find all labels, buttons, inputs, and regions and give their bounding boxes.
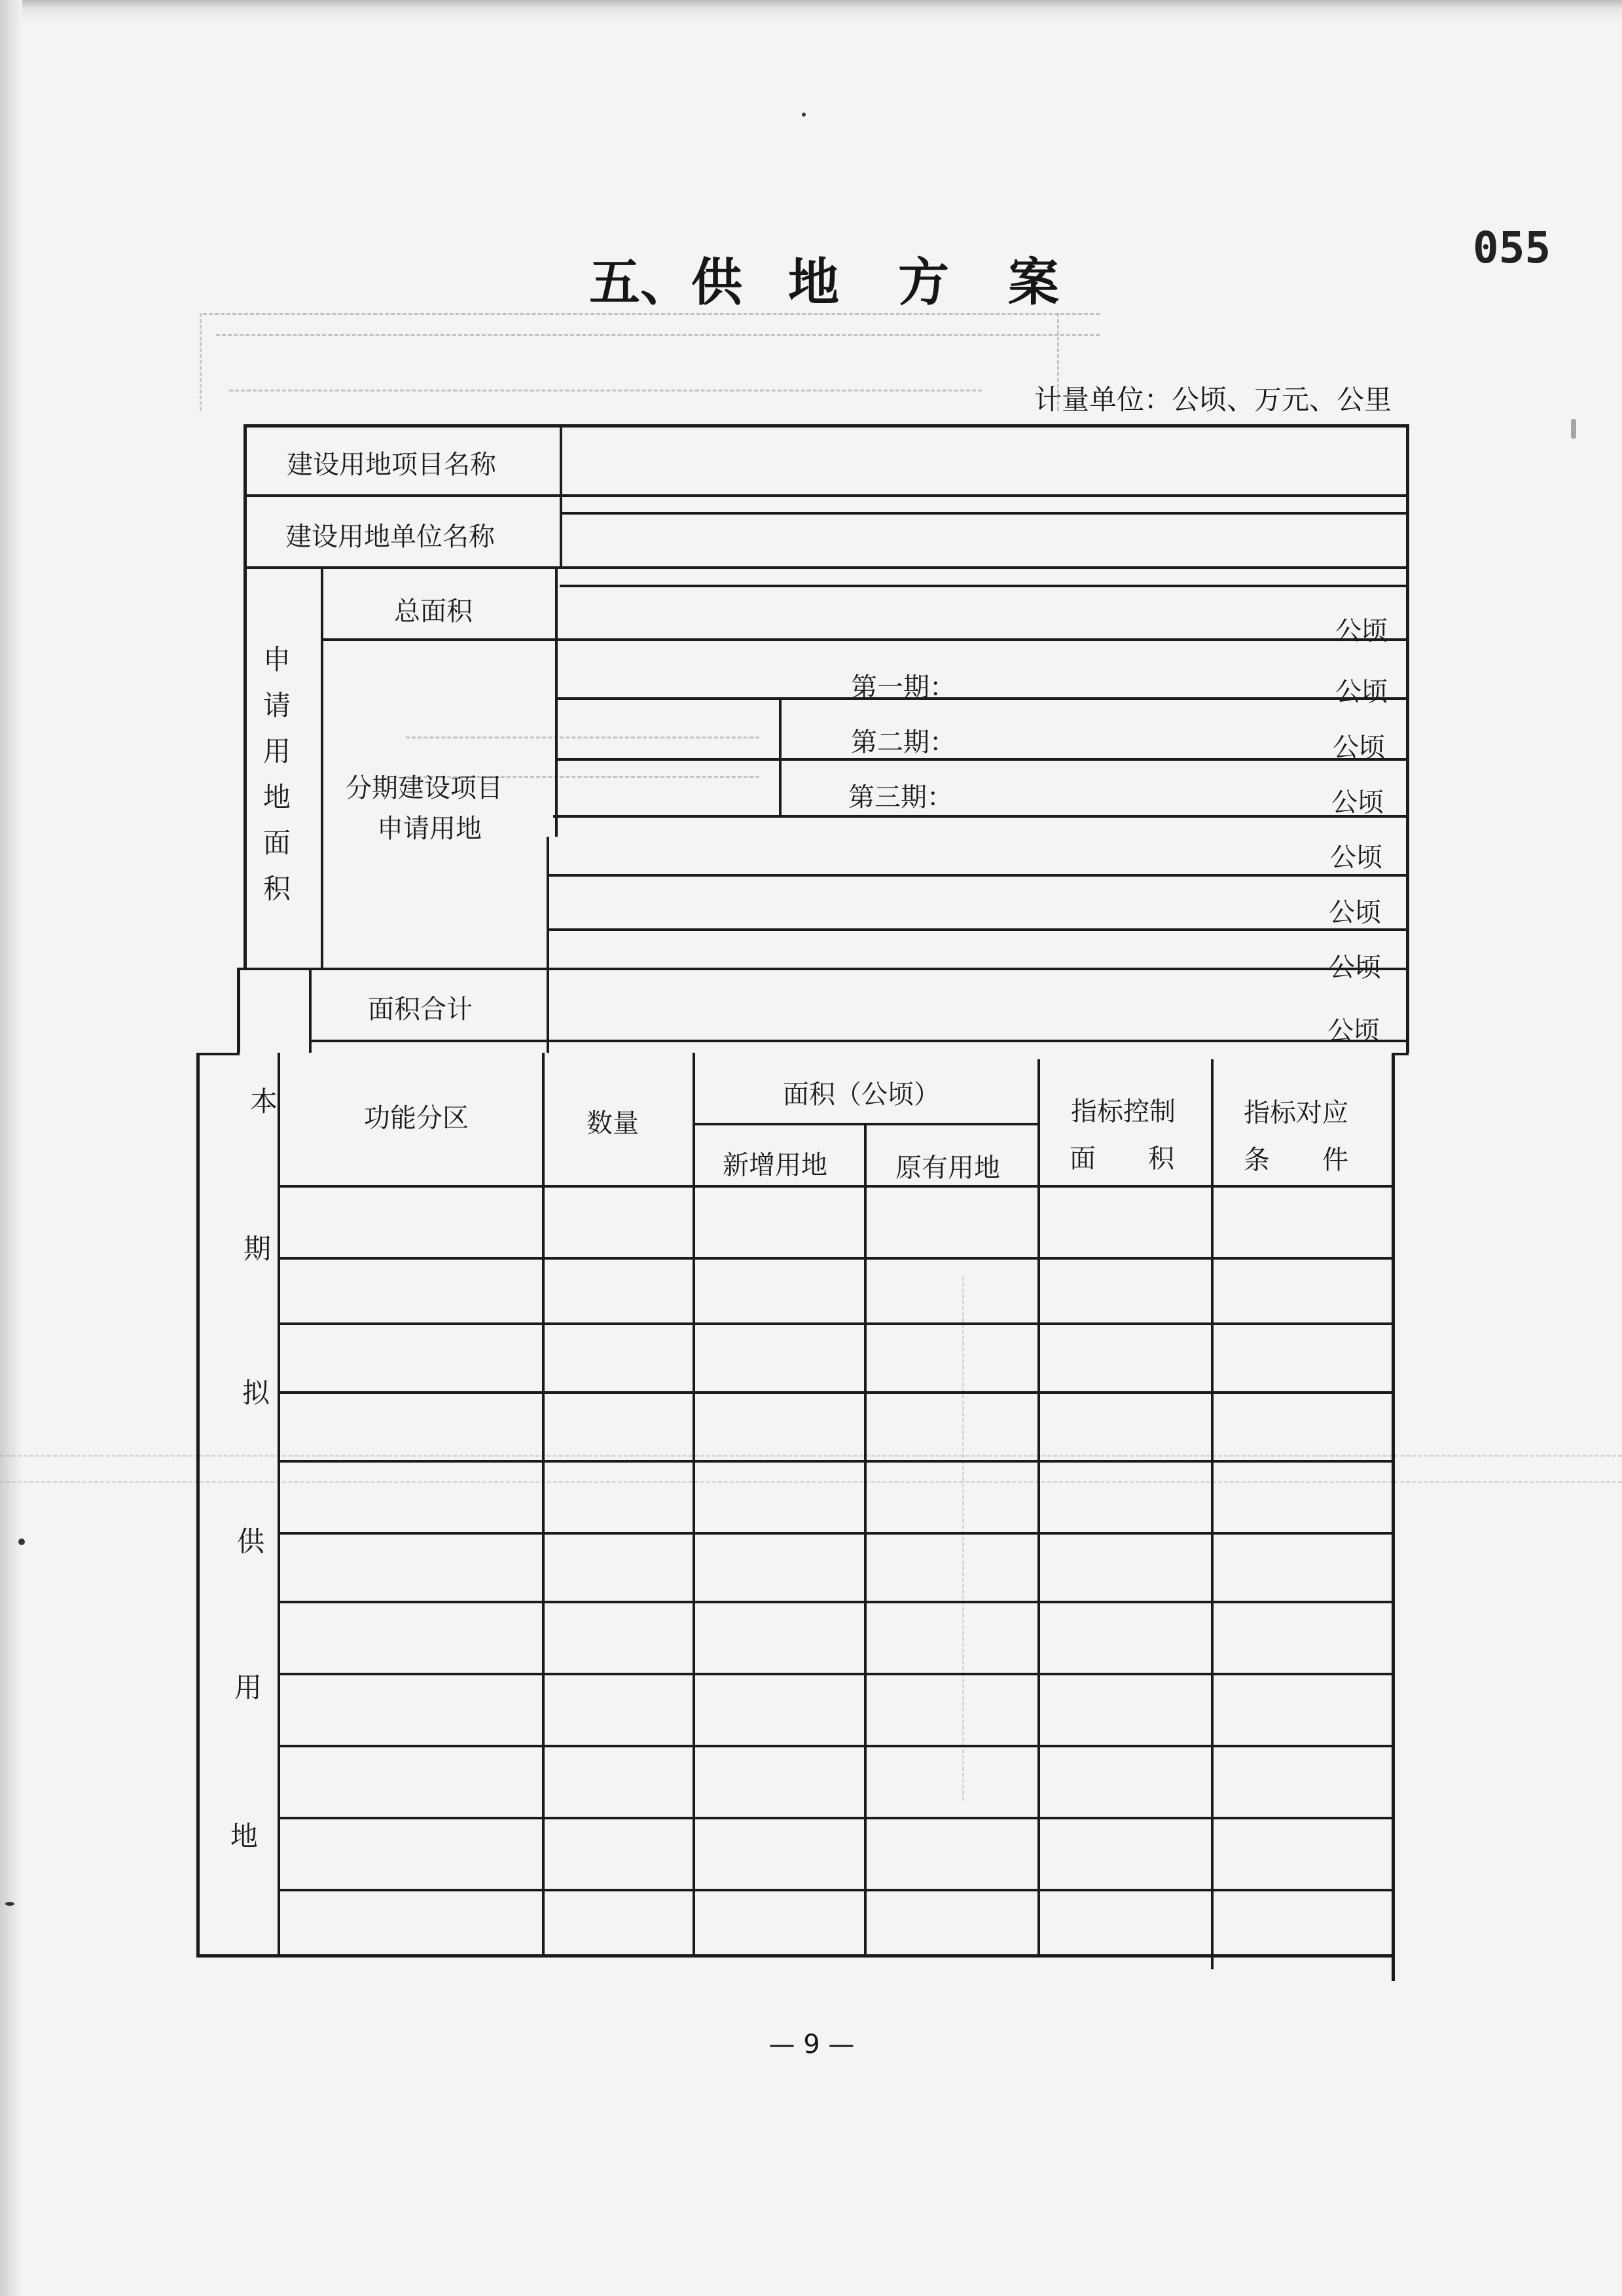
row-line xyxy=(560,585,1409,587)
table-border-right-upper xyxy=(1406,424,1409,1053)
supply-side-char: 拟 xyxy=(242,1377,270,1409)
supply-side-char: 期 xyxy=(243,1233,272,1265)
table-join xyxy=(1392,1053,1409,1055)
project-name-label: 建设用地项目名称 xyxy=(287,450,496,480)
divider-label-col xyxy=(547,837,549,1053)
col-divider xyxy=(278,1053,280,1956)
row-line xyxy=(278,1322,1392,1325)
table-border-left-mid xyxy=(237,968,240,1053)
row-line xyxy=(553,815,1406,818)
col-index-header-line2: 面 积 xyxy=(1070,1144,1174,1174)
col-quantity-header: 数量 xyxy=(586,1108,639,1139)
title-part-3: 方 xyxy=(898,253,950,312)
col-divider xyxy=(1037,1059,1040,1956)
title-part-4: 案 xyxy=(1008,253,1060,312)
phase-1-label: 第一期： xyxy=(851,672,956,702)
row-line xyxy=(278,1391,1392,1394)
col-cond-header-line1: 指标对应 xyxy=(1244,1098,1348,1128)
scan-speck xyxy=(18,1539,25,1545)
ghost-mark xyxy=(203,313,1100,315)
row-line xyxy=(278,1889,1392,1891)
scan-speck xyxy=(5,1902,14,1906)
table-border-left-upper xyxy=(243,424,247,968)
row-line xyxy=(693,1123,1037,1125)
row-line xyxy=(549,874,1406,877)
col-index-header-line1: 指标控制 xyxy=(1071,1097,1176,1127)
row-line xyxy=(549,928,1406,931)
row-line xyxy=(278,1817,1392,1819)
apply-area-char: 用 xyxy=(263,735,291,767)
page-number: — 9 — xyxy=(768,2030,855,2060)
apply-area-char: 面 xyxy=(263,827,291,859)
hectare-unit: 公顷 xyxy=(1335,677,1388,707)
col-divider xyxy=(864,1123,867,1956)
hectare-unit: 公顷 xyxy=(1333,733,1385,763)
hectare-unit: 公顷 xyxy=(1331,788,1384,818)
hectare-unit: 公顷 xyxy=(1329,953,1381,983)
table-border-left-lower xyxy=(196,1053,200,1956)
divider-side-col xyxy=(321,568,323,968)
row-line xyxy=(278,1673,1392,1675)
hectare-unit: 公顷 xyxy=(1327,1016,1380,1046)
hectare-unit: 公顷 xyxy=(1329,898,1381,928)
row-line xyxy=(321,638,1407,641)
col-area-header: 面积（公顷） xyxy=(783,1080,940,1110)
phase-2-label: 第二期： xyxy=(851,727,956,757)
ghost-mark xyxy=(229,390,982,392)
title-part-1: 五、供 xyxy=(589,253,743,312)
row-line xyxy=(278,1532,1392,1535)
ghost-mark xyxy=(1057,313,1059,411)
supply-side-char: 地 xyxy=(230,1820,259,1852)
col-function-header: 功能分区 xyxy=(364,1103,469,1133)
row-line xyxy=(555,697,1406,700)
scan-speck xyxy=(802,113,806,117)
supply-side-char: 供 xyxy=(237,1525,265,1558)
row-line xyxy=(243,494,1409,497)
ghost-mark xyxy=(200,313,202,411)
page-code: 055 xyxy=(1473,223,1551,273)
title-part-2: 地 xyxy=(788,253,840,312)
row-line xyxy=(309,1040,1406,1042)
ghost-mark xyxy=(0,1481,1622,1483)
unit-line: 计量单位：公顷、万元、公里 xyxy=(1034,384,1392,416)
supply-side-char: 本 xyxy=(250,1085,278,1118)
page-title xyxy=(589,242,1087,314)
table-border-top xyxy=(243,424,1409,428)
apply-area-char: 申 xyxy=(263,644,291,676)
scan-speck xyxy=(1571,419,1576,439)
ghost-mark xyxy=(0,1455,1622,1457)
apply-area-char: 地 xyxy=(263,781,291,813)
phased-label-line2: 申请用地 xyxy=(377,814,482,844)
unit-name-label: 建设用地单位名称 xyxy=(285,522,495,552)
phased-label-line1: 分期建设项目 xyxy=(346,773,503,803)
hectare-unit: 公顷 xyxy=(1335,616,1388,646)
table-join xyxy=(196,1053,240,1055)
row-line xyxy=(243,566,1409,569)
col-cond-header-line2: 条 件 xyxy=(1244,1145,1348,1175)
total-area-label: 总面积 xyxy=(394,596,473,627)
apply-area-char: 请 xyxy=(263,689,291,721)
hectare-unit: 公顷 xyxy=(1330,843,1382,873)
row-line xyxy=(555,758,1406,761)
scan-shadow-left xyxy=(0,0,22,2296)
apply-area-char: 积 xyxy=(263,873,291,905)
phase-divider xyxy=(779,697,782,815)
ghost-mark xyxy=(406,737,759,738)
row-line xyxy=(278,1185,1392,1188)
row-line xyxy=(278,1745,1392,1747)
ghost-mark xyxy=(216,334,1100,336)
col-divider xyxy=(693,1053,695,1956)
supply-side-char: 用 xyxy=(234,1671,262,1704)
table-border-bottom xyxy=(196,1954,1394,1958)
row-line xyxy=(278,1460,1392,1463)
row-line xyxy=(278,1601,1392,1603)
area-sum-label: 面积合计 xyxy=(368,994,473,1025)
col-old-land-header: 原有用地 xyxy=(895,1153,1000,1183)
col-divider xyxy=(542,1053,545,1956)
row-line xyxy=(278,1257,1392,1260)
col-divider xyxy=(1211,1059,1214,1969)
row-line xyxy=(237,968,1406,970)
divider-label-col xyxy=(555,568,558,837)
ghost-mark xyxy=(962,1277,964,1800)
row-line xyxy=(560,512,1409,515)
phase-3-label: 第三期： xyxy=(848,782,953,812)
scan-shadow-top xyxy=(0,0,1622,24)
table-border-right-lower xyxy=(1392,1053,1395,1981)
col-new-land-header: 新增用地 xyxy=(723,1150,827,1180)
